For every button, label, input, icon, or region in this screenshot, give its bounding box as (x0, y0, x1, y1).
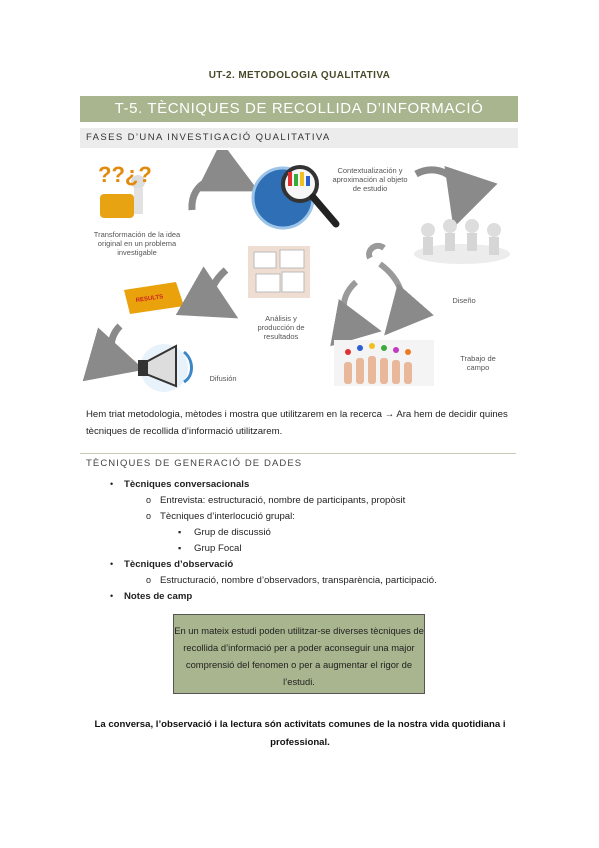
bullet-l3: ▪ (178, 543, 182, 553)
caption-trabajo: Trabajo de campo (460, 354, 496, 372)
arrow-icon (111, 326, 124, 364)
item-entrevista: Entrevista: estructuració, nombre de participants, propòsit (160, 495, 406, 506)
bullet-l1: • (110, 479, 114, 489)
section-divider (80, 453, 516, 454)
item-grup-focal: Grup Focal (194, 543, 242, 554)
bullet-l2: o (146, 575, 152, 585)
topic-title: T-5. TÈCNIQUES DE RECOLLIDA D’INFORMACIÓ (80, 96, 518, 122)
unit-title: UT-2. METODOLOGIA QUALITATIVA (208, 70, 391, 81)
bullet-l2: o (146, 511, 152, 521)
phases-diagram (80, 150, 520, 400)
hands-fieldwork-icon (334, 340, 434, 386)
caption-diseno: Diseño (452, 296, 476, 305)
item-interlocucio: Tècniques d’interlocució grupal: (160, 511, 295, 522)
bullet-l2: o (146, 495, 152, 505)
section-title: TÈCNIQUES DE GENERACIÓ DE DADES (86, 458, 303, 469)
question-marks: ??¿? (98, 162, 152, 187)
arrow-icon (416, 170, 461, 208)
phases-title: FASES D’UNA INVESTIGACIÓ QUALITATIVA (80, 128, 518, 148)
megaphone-icon (138, 344, 192, 392)
arrow-icon (369, 246, 384, 258)
arrow-icon (211, 270, 226, 308)
caption-analisis: Análisis y producción de resultados (257, 314, 305, 341)
bullet-l1: • (110, 559, 114, 569)
arrow-icon (380, 264, 403, 322)
bullet-l1: • (110, 591, 114, 601)
closing-statement: La conversa, l’observació i la lectura són activitats comunes de la nostra vida quotidiana i professional. (94, 719, 506, 748)
globe-magnifier-icon (253, 167, 336, 228)
arrow-icon (344, 282, 364, 328)
question-person-icon (98, 162, 152, 218)
arrow-icon (192, 178, 240, 210)
meeting-people-icon (414, 219, 510, 264)
caption-contextualizacion-text: Contextualización y aproximación al objeto de estudio (332, 166, 408, 193)
caption-transformacion: Transformación de la idea original en un problema investigable (93, 230, 181, 257)
item-observacio-detail: Estructuració, nombre d’observadors, transparència, participació. (160, 575, 437, 586)
item-grup-discussio: Grup de discussió (194, 527, 271, 538)
results-book-icon (124, 282, 184, 314)
item-conversacionals: Tècniques conversacionals (124, 479, 250, 490)
documents-icon (248, 246, 310, 298)
intro-paragraph: Hem triat metodologia, mètodes i mostra que utilitzarem en la recerca → Ara hem de decidir quines tècniques de recollida d’informació utilitzarem. (86, 409, 508, 437)
item-observacio: Tècniques d’observació (124, 559, 234, 570)
bullet-l3: ▪ (178, 527, 182, 537)
item-notes: Notes de camp (124, 591, 193, 602)
caption-difusion: Difusión (209, 374, 237, 383)
results-label: RESULTS (135, 294, 164, 304)
note-box: En un mateix estudi poden utilitzar-se diverses tècniques de recollida d’informació per a poder aconseguir una major comprensió del fenomen o per a augmentar el rigor de l’estudi. (173, 614, 425, 694)
